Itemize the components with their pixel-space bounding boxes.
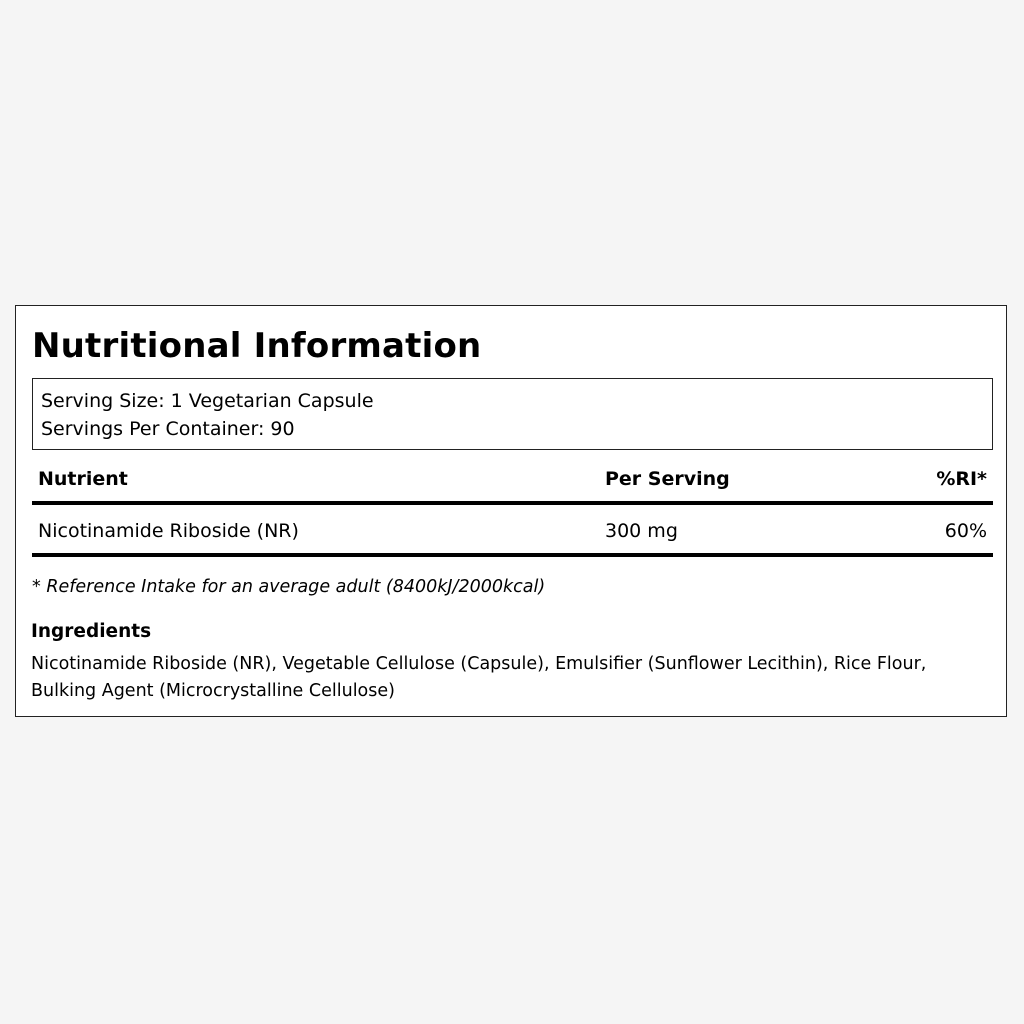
table-row [32,518,993,548]
serving-size: Serving Size: 1 Vegetarian Capsule [41,390,374,412]
servings-per-container: Servings Per Container: 90 [41,418,295,440]
row-per-serving: 300 mg [605,520,678,542]
nutrient-table-header [32,466,993,496]
serving-info-box [32,378,993,450]
reference-intake-footnote: * Reference Intake for an average adult (8400kJ/2000kcal) [32,577,546,597]
header-nutrient: Nutrient [38,468,128,490]
nutrition-panel [15,305,1007,717]
ingredients-heading: Ingredients [31,621,152,642]
row-ri: 60% [944,520,987,542]
row-nutrient: Nicotinamide Riboside (NR) [38,520,299,542]
header-ri: %RI* [936,468,987,490]
ingredients-list: Nicotinamide Riboside (NR), Vegetable Cellulose (Capsule), Emulsifier (Sunflower Lecithin), Rice Flour, Bulking Agent (Microcrystalline Cellulose) [31,654,927,701]
table-bottom-divider [32,553,993,557]
header-divider [32,501,993,505]
page-title: Nutritional Information [32,326,482,366]
header-per-serving: Per Serving [605,468,730,490]
